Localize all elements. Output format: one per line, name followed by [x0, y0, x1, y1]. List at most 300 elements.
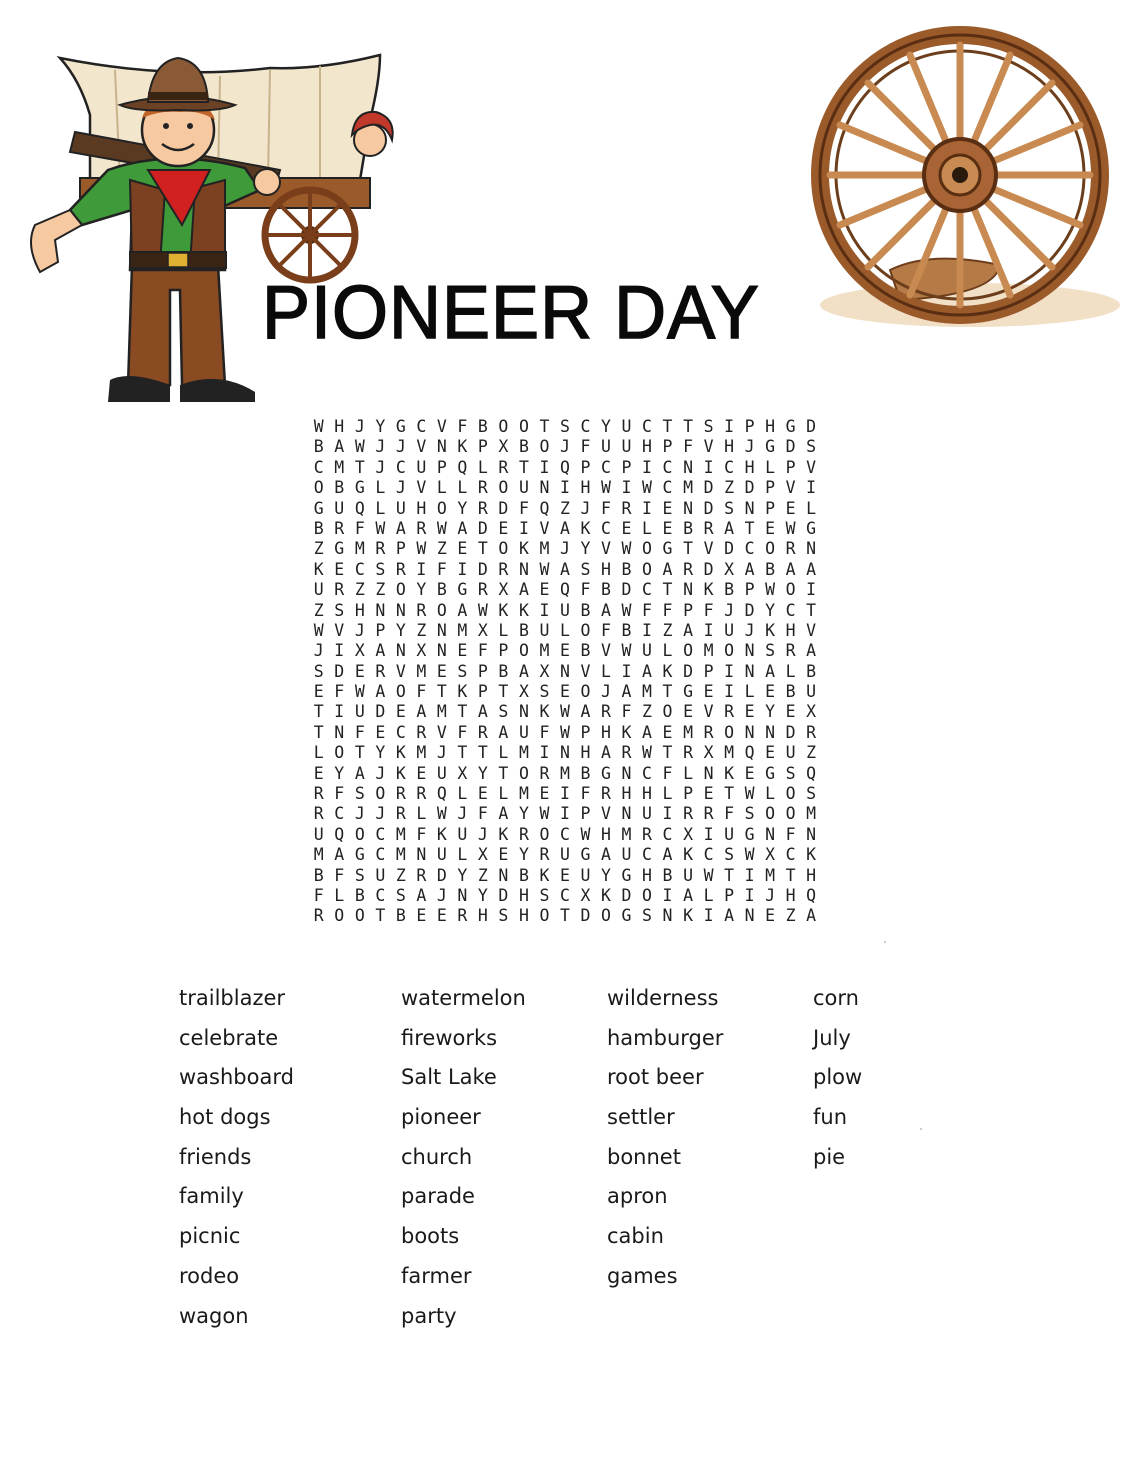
grid-letter: O: [785, 784, 796, 804]
grid-letter: Z: [436, 539, 447, 559]
grid-letter: J: [765, 885, 776, 905]
grid-letter: U: [621, 417, 632, 436]
grid-letter: J: [313, 641, 324, 661]
word-list-item: pie: [813, 1144, 846, 1169]
grid-letter: E: [744, 763, 755, 783]
grid-letter: N: [395, 600, 406, 620]
grid-letter: J: [354, 417, 365, 436]
grid-letter: T: [457, 743, 468, 763]
grid-letter: W: [375, 518, 386, 538]
grid-letter: C: [580, 417, 591, 436]
grid-letter: W: [559, 702, 570, 722]
grid-letter: J: [375, 437, 386, 457]
grid-letter: Q: [744, 743, 755, 763]
grid-letter: N: [806, 539, 817, 559]
grid-letter: N: [518, 559, 529, 579]
grid-letter: W: [313, 620, 324, 640]
grid-letter: U: [375, 865, 386, 885]
grid-letter: Y: [395, 620, 406, 640]
grid-letter: Z: [375, 580, 386, 600]
grid-letter: L: [498, 784, 509, 804]
grid-letter: A: [498, 804, 509, 824]
grid-letter: A: [724, 518, 735, 538]
grid-letter: A: [334, 437, 345, 457]
grid-letter: F: [518, 498, 529, 518]
grid-letter: M: [642, 682, 652, 702]
grid-letter: L: [765, 457, 776, 477]
grid-letter: H: [765, 417, 776, 436]
grid-letter: S: [539, 885, 550, 905]
grid-letter: T: [806, 600, 817, 620]
grid-letter: G: [621, 865, 632, 885]
grid-letter: B: [436, 580, 447, 600]
grid-letter: Q: [559, 580, 570, 600]
grid-letter: H: [580, 743, 591, 763]
grid-letter: F: [662, 600, 673, 620]
grid-letter: K: [683, 906, 693, 926]
grid-letter: R: [334, 518, 345, 538]
grid-letter: E: [436, 661, 447, 681]
grid-letter: X: [580, 885, 591, 905]
grid-letter: N: [436, 620, 447, 640]
grid-letter: F: [683, 437, 693, 457]
grid-letter: A: [642, 661, 652, 681]
grid-letter: X: [477, 620, 488, 640]
grid-letter: K: [806, 845, 817, 865]
grid-letter: W: [436, 518, 447, 538]
grid-letter: J: [375, 457, 386, 477]
grid-letter: G: [313, 498, 324, 518]
grid-letter: C: [785, 845, 796, 865]
word-column: [607, 982, 723, 1300]
grid-letter: R: [703, 518, 714, 538]
grid-letter: N: [334, 722, 345, 742]
grid-letter: B: [518, 437, 529, 457]
grid-letter: U: [313, 824, 324, 844]
grid-letter: L: [785, 661, 796, 681]
grid-letter: F: [580, 784, 591, 804]
word-list-item: hot dogs: [179, 1105, 271, 1130]
word-list: [179, 982, 939, 1362]
grid-letter: V: [601, 804, 611, 824]
grid-letter: C: [642, 763, 652, 783]
grid-letter: O: [662, 702, 673, 722]
grid-letter: A: [457, 600, 468, 620]
grid-letter: D: [683, 661, 693, 681]
grid-letter: Y: [765, 600, 776, 620]
grid-letter: R: [375, 539, 386, 559]
grid-letter: A: [457, 518, 468, 538]
grid-letter: Y: [477, 885, 488, 905]
grid-letter: D: [375, 702, 386, 722]
grid-letter: S: [313, 661, 324, 681]
grid-letter: P: [395, 539, 406, 559]
grid-letter: F: [416, 682, 427, 702]
grid-letter: L: [498, 743, 509, 763]
grid-letter: X: [806, 702, 817, 722]
grid-letter: W: [559, 722, 570, 742]
grid-letter: Y: [518, 804, 529, 824]
grid-letter: S: [375, 559, 386, 579]
grid-letter: J: [375, 763, 386, 783]
grid-letter: U: [436, 845, 447, 865]
grid-letter: M: [765, 865, 776, 885]
grid-letter: M: [683, 478, 693, 498]
grid-letter: R: [703, 722, 714, 742]
grid-letter: W: [765, 580, 776, 600]
grid-letter: U: [724, 824, 735, 844]
grid-letter: K: [498, 600, 509, 620]
grid-letter: G: [744, 824, 755, 844]
grid-letter: F: [313, 885, 324, 905]
grid-letter: Z: [354, 580, 365, 600]
grid-letter: N: [436, 437, 447, 457]
grid-letter: S: [580, 559, 591, 579]
grid-letter: F: [354, 518, 365, 538]
grid-letter: E: [765, 743, 776, 763]
grid-letter: R: [457, 906, 468, 926]
grid-letter: K: [621, 722, 632, 742]
grid-letter: B: [580, 763, 591, 783]
word-list-item: cabin: [607, 1224, 664, 1249]
word-list-item: parade: [401, 1184, 475, 1209]
grid-row: [309, 845, 821, 865]
grid-letter: C: [559, 885, 570, 905]
word-list-item: wagon: [179, 1303, 249, 1328]
grid-letter: T: [313, 702, 324, 722]
grid-letter: X: [703, 743, 714, 763]
grid-letter: A: [601, 845, 611, 865]
grid-letter: N: [806, 824, 817, 844]
grid-row: [309, 519, 821, 539]
grid-letter: E: [436, 906, 447, 926]
grid-letter: W: [642, 743, 652, 763]
grid-letter: I: [744, 865, 755, 885]
grid-letter: F: [601, 620, 611, 640]
grid-letter: C: [662, 824, 673, 844]
grid-letter: P: [621, 457, 632, 477]
grid-letter: L: [662, 641, 673, 661]
grid-letter: P: [683, 784, 693, 804]
grid-row: [309, 499, 821, 519]
grid-letter: O: [642, 559, 652, 579]
grid-letter: G: [765, 437, 776, 457]
grid-letter: H: [642, 437, 652, 457]
grid-letter: O: [436, 498, 447, 518]
grid-row: [309, 601, 821, 621]
grid-letter: O: [601, 906, 611, 926]
grid-letter: C: [744, 539, 755, 559]
grid-letter: D: [806, 417, 817, 436]
grid-letter: X: [498, 580, 509, 600]
grid-letter: I: [806, 478, 817, 498]
grid-letter: G: [354, 845, 365, 865]
grid-letter: C: [642, 580, 652, 600]
grid-letter: J: [436, 743, 447, 763]
grid-letter: O: [765, 539, 776, 559]
grid-letter: E: [765, 682, 776, 702]
grid-letter: Z: [416, 620, 427, 640]
grid-letter: P: [724, 885, 735, 905]
grid-letter: U: [621, 437, 632, 457]
grid-letter: K: [662, 661, 673, 681]
grid-letter: I: [703, 620, 714, 640]
grid-letter: A: [601, 600, 611, 620]
grid-row: [309, 662, 821, 682]
grid-row: [309, 478, 821, 498]
grid-letter: F: [416, 824, 427, 844]
grid-letter: U: [395, 498, 406, 518]
grid-letter: H: [334, 417, 345, 436]
grid-letter: A: [395, 518, 406, 538]
grid-letter: S: [642, 906, 652, 926]
grid-letter: K: [580, 518, 591, 538]
grid-letter: A: [621, 682, 632, 702]
grid-letter: A: [662, 845, 673, 865]
grid-letter: O: [518, 417, 529, 436]
grid-letter: O: [539, 824, 550, 844]
grid-letter: F: [785, 824, 796, 844]
grid-letter: A: [806, 906, 817, 926]
grid-letter: E: [744, 702, 755, 722]
grid-letter: A: [806, 559, 817, 579]
grid-letter: P: [683, 600, 693, 620]
grid-letter: Q: [806, 885, 817, 905]
grid-letter: E: [765, 518, 776, 538]
word-list-item: washboard: [179, 1065, 294, 1090]
grid-letter: R: [539, 845, 550, 865]
grid-letter: A: [375, 682, 386, 702]
grid-letter: J: [477, 824, 488, 844]
grid-letter: J: [395, 478, 406, 498]
grid-letter: L: [457, 478, 468, 498]
grid-letter: U: [334, 498, 345, 518]
grid-letter: I: [662, 885, 673, 905]
grid-letter: I: [642, 498, 652, 518]
grid-letter: D: [744, 600, 755, 620]
word-list-item: July: [813, 1025, 851, 1050]
grid-letter: J: [559, 437, 570, 457]
grid-row: [309, 906, 821, 926]
grid-letter: B: [806, 661, 817, 681]
grid-letter: E: [395, 702, 406, 722]
grid-letter: R: [395, 784, 406, 804]
grid-letter: Y: [457, 865, 468, 885]
word-list-item: plow: [813, 1065, 863, 1090]
grid-letter: B: [580, 641, 591, 661]
grid-letter: I: [559, 804, 570, 824]
grid-letter: F: [477, 804, 488, 824]
grid-letter: C: [354, 559, 365, 579]
grid-letter: T: [354, 743, 365, 763]
grid-letter: T: [457, 702, 468, 722]
grid-letter: S: [395, 885, 406, 905]
grid-letter: U: [601, 437, 611, 457]
grid-letter: N: [375, 600, 386, 620]
grid-letter: N: [621, 763, 632, 783]
grid-letter: E: [662, 722, 673, 742]
grid-letter: B: [765, 559, 776, 579]
grid-letter: A: [806, 641, 817, 661]
grid-letter: O: [498, 417, 509, 436]
grid-letter: H: [580, 478, 591, 498]
grid-letter: E: [416, 763, 427, 783]
grid-letter: U: [683, 865, 693, 885]
grid-letter: P: [580, 457, 591, 477]
grid-letter: E: [662, 518, 673, 538]
grid-letter: V: [416, 478, 427, 498]
grid-letter: K: [724, 763, 735, 783]
grid-letter: C: [395, 722, 406, 742]
grid-letter: Y: [457, 498, 468, 518]
grid-letter: Z: [477, 865, 488, 885]
grid-letter: L: [457, 784, 468, 804]
grid-letter: F: [580, 437, 591, 457]
grid-letter: M: [621, 824, 632, 844]
grid-letter: D: [498, 498, 509, 518]
grid-letter: I: [539, 600, 550, 620]
grid-letter: V: [436, 417, 447, 436]
grid-row: [309, 621, 821, 641]
grid-letter: E: [559, 641, 570, 661]
grid-letter: G: [662, 539, 673, 559]
grid-letter: O: [395, 580, 406, 600]
grid-letter: H: [806, 865, 817, 885]
grid-letter: T: [683, 539, 693, 559]
grid-letter: I: [518, 518, 529, 538]
grid-letter: A: [334, 845, 345, 865]
word-list-item: Salt Lake: [401, 1065, 497, 1090]
grid-letter: J: [354, 620, 365, 640]
grid-letter: J: [457, 804, 468, 824]
grid-letter: J: [744, 620, 755, 640]
grid-row: [309, 580, 821, 600]
grid-letter: N: [744, 661, 755, 681]
grid-letter: C: [375, 885, 386, 905]
grid-letter: R: [683, 804, 693, 824]
grid-letter: U: [457, 824, 468, 844]
grid-letter: H: [477, 906, 488, 926]
grid-letter: N: [395, 641, 406, 661]
grid-letter: T: [436, 682, 447, 702]
grid-letter: R: [477, 722, 488, 742]
grid-letter: B: [601, 580, 611, 600]
grid-letter: M: [559, 763, 570, 783]
word-list-item: pioneer: [401, 1105, 481, 1130]
grid-letter: L: [601, 661, 611, 681]
grid-letter: J: [436, 885, 447, 905]
grid-letter: Q: [559, 457, 570, 477]
grid-letter: I: [703, 824, 714, 844]
grid-letter: M: [395, 824, 406, 844]
grid-letter: U: [354, 702, 365, 722]
grid-letter: V: [436, 722, 447, 742]
grid-letter: P: [580, 804, 591, 824]
grid-letter: C: [395, 457, 406, 477]
grid-letter: B: [477, 417, 488, 436]
grid-letter: W: [539, 559, 550, 579]
grid-letter: I: [559, 478, 570, 498]
grid-letter: G: [621, 906, 632, 926]
word-list-item: hamburger: [607, 1025, 724, 1050]
grid-letter: W: [621, 641, 632, 661]
grid-row: [309, 866, 821, 886]
grid-letter: H: [642, 865, 652, 885]
grid-letter: D: [785, 437, 796, 457]
grid-letter: R: [313, 784, 324, 804]
grid-letter: L: [559, 620, 570, 640]
grid-letter: W: [477, 600, 488, 620]
grid-letter: W: [313, 417, 324, 436]
grid-letter: E: [559, 682, 570, 702]
grid-row: [309, 539, 821, 559]
grid-letter: I: [621, 661, 632, 681]
grid-letter: E: [498, 845, 509, 865]
grid-letter: A: [354, 763, 365, 783]
grid-letter: O: [642, 885, 652, 905]
grid-letter: L: [683, 763, 693, 783]
grid-letter: O: [518, 763, 529, 783]
grid-letter: H: [416, 498, 427, 518]
grid-letter: H: [785, 620, 796, 640]
grid-letter: A: [601, 743, 611, 763]
grid-letter: F: [703, 600, 714, 620]
grid-letter: K: [395, 763, 406, 783]
grid-row: [309, 417, 821, 437]
grid-letter: K: [395, 743, 406, 763]
grid-letter: N: [662, 906, 673, 926]
grid-letter: Z: [559, 498, 570, 518]
grid-letter: G: [334, 539, 345, 559]
grid-letter: Q: [457, 457, 468, 477]
grid-letter: I: [334, 702, 345, 722]
grid-letter: W: [354, 682, 365, 702]
word-search-grid: [309, 417, 821, 927]
grid-letter: K: [539, 702, 550, 722]
grid-letter: O: [683, 641, 693, 661]
grid-letter: T: [724, 865, 735, 885]
grid-letter: N: [559, 743, 570, 763]
word-list-item: fireworks: [401, 1025, 498, 1050]
grid-letter: L: [744, 682, 755, 702]
grid-letter: W: [601, 478, 611, 498]
grid-letter: T: [498, 682, 509, 702]
grid-letter: A: [724, 906, 735, 926]
grid-letter: O: [354, 824, 365, 844]
grid-letter: F: [539, 722, 550, 742]
grid-letter: M: [539, 539, 550, 559]
grid-letter: X: [765, 845, 776, 865]
grid-letter: V: [806, 620, 817, 640]
grid-letter: M: [313, 845, 324, 865]
grid-letter: A: [785, 559, 796, 579]
word-list-item: picnic: [179, 1224, 241, 1249]
grid-letter: O: [334, 743, 345, 763]
grid-letter: D: [744, 478, 755, 498]
grid-letter: O: [580, 620, 591, 640]
grid-letter: G: [765, 763, 776, 783]
grid-letter: J: [744, 437, 755, 457]
grid-letter: F: [724, 804, 735, 824]
grid-letter: R: [416, 518, 427, 538]
grid-letter: L: [334, 885, 345, 905]
grid-letter: F: [334, 784, 345, 804]
grid-letter: C: [375, 824, 386, 844]
grid-letter: W: [354, 437, 365, 457]
grid-letter: K: [518, 600, 529, 620]
grid-letter: S: [498, 906, 509, 926]
grid-letter: I: [703, 906, 714, 926]
